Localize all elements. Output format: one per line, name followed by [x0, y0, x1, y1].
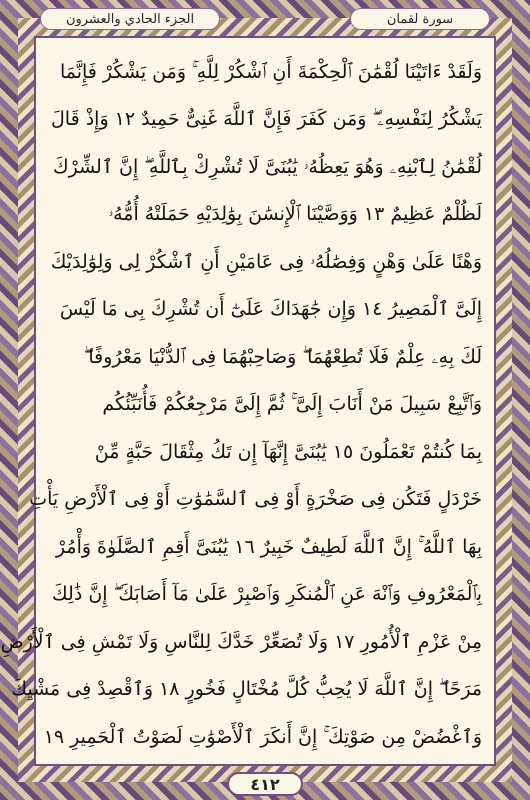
juz-label: الجزء الحادي والعشرون	[40, 8, 220, 30]
verse-line: إِلَىَّ ٱلْمَصِيرُ ١٤ وَإِن جَٰهَدَاكَ عَلَىٰٓ أَن تُشْرِكَ بِى مَا لَيْسَ	[59, 298, 482, 321]
verse-line: لَكَ بِهِۦ عِلْمٌ فَلَا تُطِعْهُمَا ۖ وَصَاحِبْهُمَا فِى ٱلدُّنْيَا مَعْرُوفًا ۖ	[83, 345, 482, 368]
verse-line: لُقْمَٰنُ لِٱبْنِهِۦ وَهُوَ يَعِظُهُۥ يَٰبُنَىَّ لَا تُشْرِكْ بِٱللَّهِ ۖ إِنَّ ٱلشِّرْكَ	[52, 155, 482, 178]
quran-page	[0, 36, 496, 766]
verse-line: مِنْ عَزْمِ ٱلْأُمُورِ ١٧ وَلَا تُصَعِّرْ خَدَّكَ لِلنَّاسِ وَلَا تَمْشِ فِى ٱلْأَرْضِ	[0, 630, 482, 653]
verse-line: وَلَقَدْ ءَاتَيْنَا لُقْمَٰنَ ٱلْحِكْمَةَ أَنِ ٱشْكُرْ لِلَّهِ ۚ وَمَن يَشْكُرْ فَإِنَّمَا	[59, 60, 482, 83]
verse-line: مَرَحًا ۖ إِنَّ ٱللَّهَ لَا يُحِبُّ كُلَّ مُخْتَالٍ فَخُورٍ ١٨ وَٱقْصِدْ فِى مَشْيِكَ	[11, 678, 482, 701]
verse-line: يَشْكُرُ لِنَفْسِهِۦ ۖ وَمَن كَفَرَ فَإِنَّ ٱللَّهَ غَنِىٌّ حَمِيدٌ ١٢ وَإِذْ قَالَ	[51, 108, 482, 131]
verse-line: بِهَا ٱللَّهُ ۚ إِنَّ ٱللَّهَ لَطِيفٌ خَبِيرٌ ١٦ يَٰبُنَىَّ أَقِمِ ٱلصَّلَوٰةَ وَأْمُرْ	[55, 535, 482, 558]
page-number: ٤١٢	[227, 772, 303, 796]
verse-line: بِٱلْمَعْرُوفِ وَٱنْهَ عَنِ ٱلْمُنكَرِ وَٱصْبِرْ عَلَىٰ مَآ أَصَابَكَ ۖ إِنَّ ذَٰلِكَ	[52, 583, 482, 606]
verse-lines	[0, 48, 482, 754]
verse-line: لَظُلْمٌ عَظِيمٌ ١٣ وَوَصَّيْنَا ٱلْإِنسَٰنَ بِوَٰلِدَيْهِ حَمَلَتْهُ أُمُّهُۥ	[108, 203, 482, 226]
verse-line: وَهْنًا عَلَىٰ وَهْنٍ وَفِصَٰلُهُۥ فِى عَامَيْنِ أَنِ ٱشْكُرْ لِى وَلِوَٰلِدَيْكَ	[50, 250, 482, 273]
verse-line: وَٱتَّبِعْ سَبِيلَ مَنْ أَنَابَ إِلَىَّ ۚ ثُمَّ إِلَىَّ مَرْجِعُكُمْ فَأُنَبِّئُكُم	[102, 393, 482, 416]
page-header	[34, 6, 496, 32]
surah-label: سورة لقمان	[350, 8, 490, 30]
verse-line: خَرْدَلٍ فَتَكُن فِى صَخْرَةٍ أَوْ فِى ٱلسَّمَٰوَٰتِ أَوْ فِى ٱلْأَرْضِ يَأْتِ	[29, 488, 482, 511]
verse-line: وَٱغْضُضْ مِن صَوْتِكَ ۚ إِنَّ أَنكَرَ ٱلْأَصْوَٰتِ لَصَوْتُ ٱلْحَمِيرِ ١٩	[43, 725, 482, 748]
verse-line: بِمَا كُنتُمْ تَعْمَلُونَ ١٥ يَٰبُنَىَّ إِنَّهَآ إِن تَكُ مِثْقَالَ حَبَّةٍ مِّنْ	[94, 440, 482, 463]
